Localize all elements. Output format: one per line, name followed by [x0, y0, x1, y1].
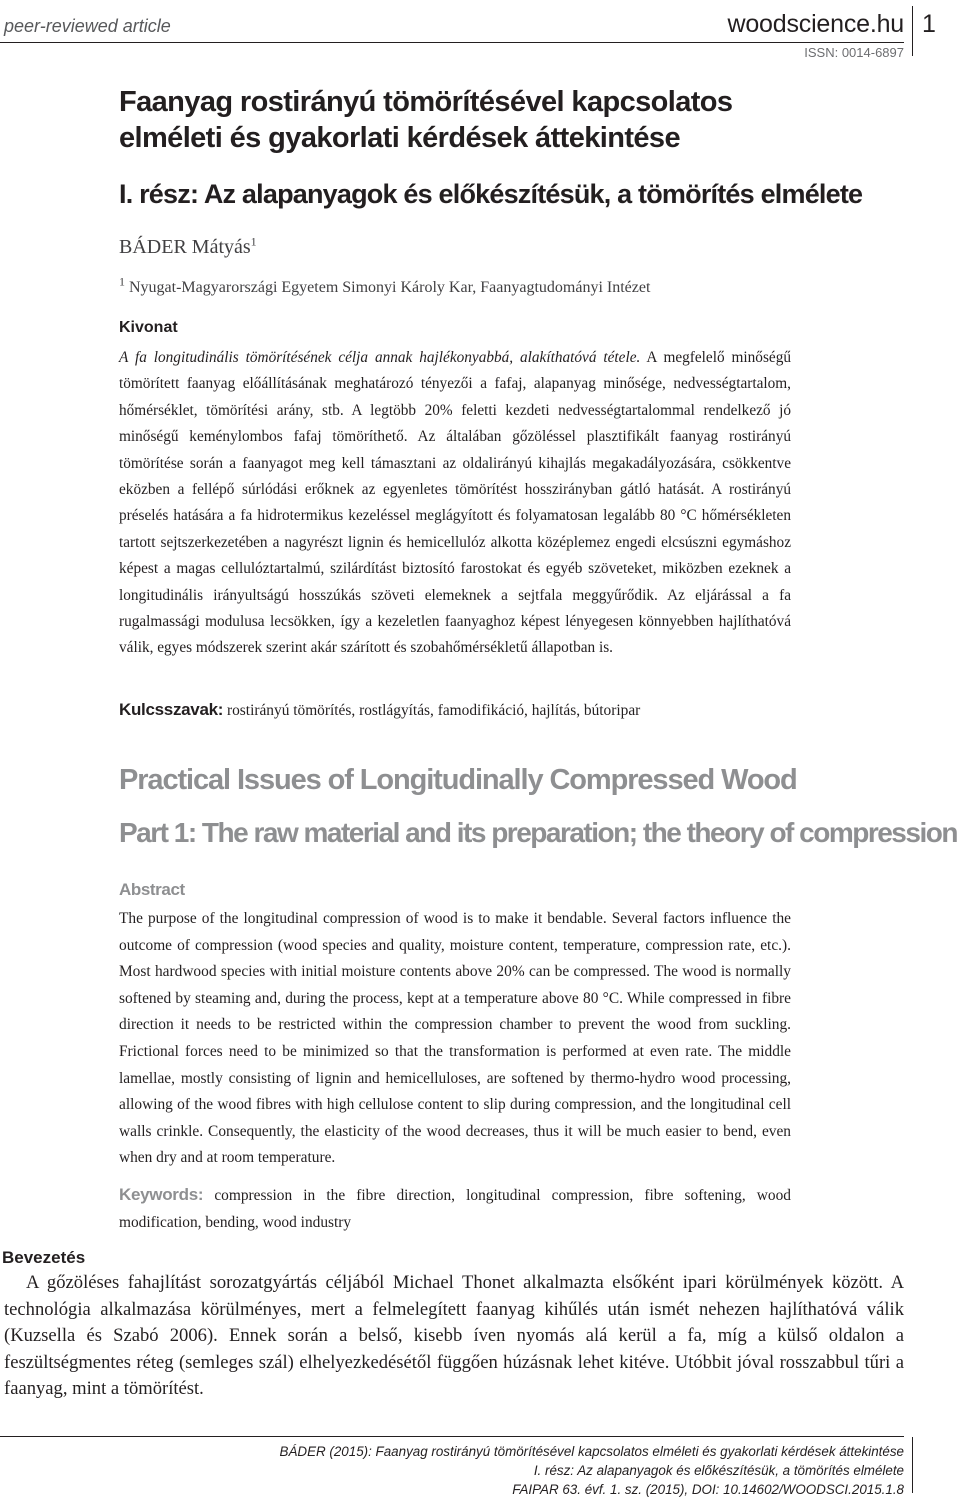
english-keywords — [119, 1182, 791, 1236]
journal-site-link[interactable]: woodscience.hu — [727, 10, 904, 38]
hungarian-subtitle: I. rész: Az alapanyagok és előkészítésük, a tömörítés elmélete — [119, 179, 863, 209]
hungarian-title: Faanyag rostirányú tömörítésével kapcsolatos elméleti és gyakorlati kérdések áttekintése — [119, 86, 733, 154]
hungarian-abstract — [119, 345, 791, 662]
hungarian-abstract-text: A megfelelő minőségű tömörített faanyag előállításának meghatározó tényezői a fafaj, alapanyag minősége, nedvességtartalom, hőmérséklet, tömörítési arány, stb. A legtöbb 20% feletti kezdeti nedvességtartalommal rendelkező jó minőségű keménylombos fafaj tömöríthető. Az általában gőzöléssel plasztifikált faanyag rostirányú tömörítése során a faanyagot meg kell támasztani az oldalirányú kihajlás megakadályozására, csökkentve eközben a fellépő súrlódási erőknek az egyenletes tömörítést hosszirányban gátló hatását. A rostirányú préselés hatására a fa hidrotermikus kezeléssel meglágyított és folyamatosan legalább 80 °C hőmérsékleten tartott sejtszerkezetében a nagyrészt lignin és hemicellulóz alkotta középlemez engedi elcsúszni egymáshoz képest a magas cellulóztartalmú, szilárdítást biztosító farostokat és egyéb szöveteket, miközben ezeknek a longitudinális irányultságú hosszúkás szöveti elemeknek a sejtfala meggyűrődik. Az eljárással a fa rugalmassági modulusa lecsökken, így a kezeletlen faanyaghoz képest lényegesen könnyebben hajlíthatóvá válik, egyes módszerek szerint akár szárított és szobahőmérsékletű állapotban is. — [119, 349, 791, 657]
english-keywords-label: Keywords: — [119, 1185, 204, 1204]
english-title: Practical Issues of Longitudinally Compressed Wood — [119, 764, 797, 796]
english-keywords-text: compression in the fibre direction, longitudinal compression, fibre softening, wood modification, bending, wood industry — [119, 1187, 791, 1231]
affiliation-marker: 1 — [119, 274, 125, 289]
footer-citation-line-1: BÁDER (2015): Faanyag rostirányú tömörítésével kapcsolatos elméleti és gyakorlati kérdések áttekintése — [279, 1444, 904, 1459]
affiliation-text: Nyugat-Magyarországi Egyetem Simonyi Károly Kar, Faanyagtudományi Intézet — [125, 279, 651, 296]
introduction-paragraph: A gőzöléses fahajlítást sorozatgyártás céljából Michael Thonet alkalmazta elsőként ipari körülmények között. A technológia alkalmazása körülményes, mert a felmelegített faanyag kihűlés után ismét nehezen hajlíthatóvá válik (Kuzsella és Szabó 2006). Ennek során a belső, kisebb íven nyomás alá kerül a fa, míg a külső oldalon a feszültségmentes réteg (semleges szál) elhelyezkedésétől függően húzásnak lehet kitéve. Utóbbit jóval rosszabbul tűri a faanyag, mint a tömörítést. — [4, 1272, 904, 1399]
english-subtitle: Part 1: The raw material and its preparation; the theory of compression — [119, 817, 957, 848]
footer-divider — [0, 1436, 904, 1437]
english-abstract: The purpose of the longitudinal compression of wood is to make it bendable. Several factors influence the outcome of compression (wood species and quality, moisture content, temperature, compression rate, etc.). Most hardwood species with initial moisture contents above 20% can be compressed. The wood is normally softened by steaming and, during the process, kept at a temperature above 80 °C. While compressed in fibre direction it needs to be restricted within the compression chamber to prevent the wood from suckling. Frictional forces need to be minimized so that the transformation is performed at even rate. The middle lamellae, mostly consisting of lignin and hemicelluloses, are softened by thermo-hydro wood processing, allowing of the wood fibres with high cellulose content to slip during compression, and the longitudinal cell walls crinkle. Consequently, the elasticity of the wood decreases, thus it will be much easier to bend, even when dry and at room temperature. — [119, 910, 791, 1167]
introduction-heading: Bevezetés — [2, 1248, 86, 1267]
page-header — [0, 0, 960, 60]
footer-citation-line-2: I. rész: Az alapanyagok és előkészítésük, a tömörítés elmélete — [533, 1463, 904, 1478]
author-affiliation-marker: 1 — [250, 234, 257, 249]
author-name: BÁDER Mátyás — [119, 236, 251, 258]
hungarian-keywords-label: Kulcsszavak: — [119, 700, 224, 719]
hungarian-keywords-text: rostirányú tömörítés, rostlágyítás, famodifikáció, hajlítás, bútoripar — [223, 702, 641, 719]
header-vertical-divider — [912, 6, 913, 56]
hungarian-abstract-heading: Kivonat — [119, 319, 178, 336]
author-line — [119, 236, 791, 259]
article-type-label: peer-reviewed article — [4, 16, 171, 36]
page-number: 1 — [922, 10, 936, 38]
footer-vertical-divider — [912, 1437, 913, 1493]
hungarian-abstract-lead: A fa longitudinális tömörítésének célja annak hajlékonyabbá, alakíthatóvá tétele. — [119, 349, 641, 366]
header-divider — [0, 42, 904, 43]
affiliation-line — [119, 274, 791, 297]
footer-citation-line-3: FAIPAR 63. évf. 1. sz. (2015), DOI: 10.14602/WOODSCI.2015.1.8 — [512, 1482, 904, 1497]
issn-label: ISSN: 0014-6897 — [804, 45, 904, 60]
english-abstract-heading: Abstract — [119, 880, 185, 899]
hungarian-keywords — [119, 700, 791, 720]
